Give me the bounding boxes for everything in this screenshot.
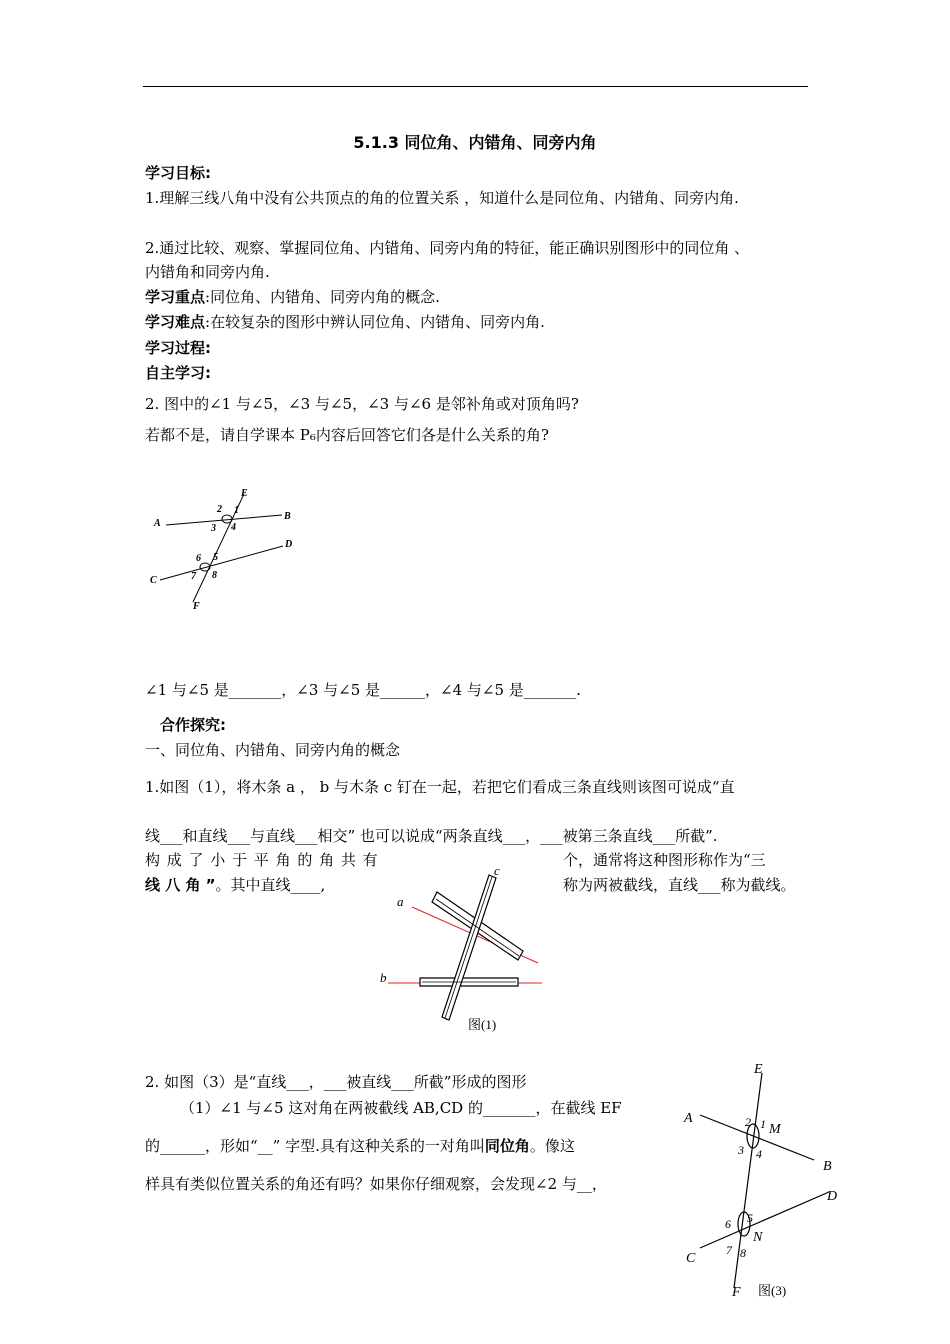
label-2: 2	[217, 504, 222, 515]
fig3-label-m: M	[769, 1122, 781, 1137]
fig3-label-n: N	[753, 1230, 763, 1245]
wood-caption: 图(1)	[468, 1017, 497, 1032]
label-4: 4	[231, 522, 236, 533]
fig3-label-7: 7	[726, 1243, 732, 1257]
paragraph-1-line1: 1.如图（1），将木条 a ， b 与木条 c 钉在一起，若把它们看成三条直线则该图可说成“直	[145, 778, 735, 796]
fig3-label-6: 6	[725, 1217, 731, 1231]
key-point	[145, 287, 440, 307]
label-e: E	[241, 488, 248, 499]
wood-label-b: b	[380, 970, 387, 985]
fig3-label-8: 8	[740, 1246, 746, 1260]
wood-label-c: c	[494, 863, 500, 878]
label-3: 3	[211, 523, 216, 534]
label-d: D	[285, 539, 293, 550]
page-title: 5.1.3 同位角、内错角、同旁内角	[353, 133, 597, 152]
fig3-label-b: B	[823, 1159, 832, 1174]
fig3-label-a: A	[684, 1111, 693, 1126]
question-2-line1: 2. 图中的∠1 与∠5，∠3 与∠5，∠3 与∠6 是邻补角或对顶角吗?	[145, 395, 579, 413]
header-rule	[143, 86, 808, 87]
wood-label-a: a	[397, 894, 404, 909]
label-1: 1	[234, 505, 239, 516]
key-point-text: :同位角、内错角、同旁内角的概念.	[205, 288, 440, 306]
paragraph-1-line3-left: 构 成 了 小 于 平 角 的 角 共 有	[145, 851, 379, 869]
fig3-label-5: 5	[747, 1211, 753, 1225]
question-2-line2: 若都不是，请自学课本 P₆内容后回答它们各是什么关系的角?	[145, 426, 549, 444]
fig3-label-e: E	[754, 1062, 763, 1077]
figure-3	[672, 1058, 850, 1303]
fig3-label-2: 2	[745, 1115, 751, 1129]
objective-2-line1: 2.通过比较、观察、掌握同位角、内错角、同旁内角的特征，能正确识别图形中的同位角 、	[145, 239, 750, 257]
corresponding-angles-term: 同位角	[484, 1137, 530, 1155]
fig3-label-1: 1	[760, 1117, 766, 1131]
paragraph-2-line4: 样具有类似位置关系的角还有吗？如果你仔细观察，会发现∠2 与__，	[145, 1175, 607, 1193]
paragraph-1-line4-left	[145, 875, 325, 895]
paragraph-2-line3-b: 。像这	[529, 1137, 575, 1155]
label-5: 5	[213, 552, 218, 563]
figure-wood-strips	[370, 855, 550, 1033]
objective-1: 1.理解三线八角中没有公共顶点的角的位置关系 ，知道什么是同位角、内错角、同旁内角.	[145, 189, 739, 207]
label-c: C	[150, 575, 157, 586]
label-8: 8	[212, 570, 217, 581]
section-1-title: 一、同位角、内错角、同旁内角的概念	[145, 741, 401, 759]
process-heading: 学习过程:	[145, 339, 211, 357]
label-a: A	[154, 518, 161, 529]
paragraph-1-line4-left-text: 。其中直线____,	[215, 876, 326, 894]
label-f: F	[193, 601, 200, 612]
fig3-label-4: 4	[756, 1147, 762, 1161]
coop-heading: 合作探究:	[160, 716, 226, 734]
paragraph-1-line3-right: 个，通常将这种图形称作为“三	[563, 851, 766, 869]
fig3-caption: 图(3)	[758, 1283, 787, 1298]
label-6: 6	[196, 553, 201, 564]
self-study-heading: 自主学习:	[145, 364, 211, 382]
paragraph-1-line4-right: 称为两被截线，直线___称为截线。	[563, 876, 796, 894]
fig3-label-d: D	[827, 1189, 838, 1204]
key-point-label: 学习重点	[145, 288, 206, 306]
difficulty	[145, 312, 545, 332]
label-7: 7	[191, 571, 196, 582]
objective-2-line2: 内错角和同旁内角.	[145, 263, 270, 281]
answer-blanks: ∠1 与∠5 是_______，∠3 与∠5 是______，∠4 与∠5 是_______.	[145, 681, 582, 699]
paragraph-2-line3-a: 的______，形如“__” 字型.具有这种关系的一对角叫	[145, 1137, 485, 1155]
fig3-label-c: C	[686, 1251, 696, 1266]
fig3-label-f: F	[732, 1285, 741, 1300]
three-lines-eight-angles: 线 八 角 ”	[145, 876, 216, 894]
objectives-heading: 学习目标:	[145, 164, 211, 182]
paragraph-1-line2: 线___和直线___与直线___相交” 也可以说成“两条直线___，___被第三条直线___所截”.	[145, 827, 718, 845]
figure-transversal-small	[145, 480, 320, 615]
difficulty-label: 学习难点	[145, 313, 206, 331]
label-b: B	[284, 511, 291, 522]
fig3-label-3: 3	[738, 1143, 744, 1157]
paragraph-2-line1: 2. 如图（3）是“直线___，___被直线___所截”形成的图形	[145, 1073, 527, 1091]
difficulty-text: :在较复杂的图形中辨认同位角、内错角、同旁内角.	[205, 313, 545, 331]
paragraph-2-line3	[145, 1136, 575, 1156]
paragraph-2-line2: （1）∠1 与∠5 这对角在两被截线 AB,CD 的_______，在截线 EF	[180, 1099, 622, 1117]
